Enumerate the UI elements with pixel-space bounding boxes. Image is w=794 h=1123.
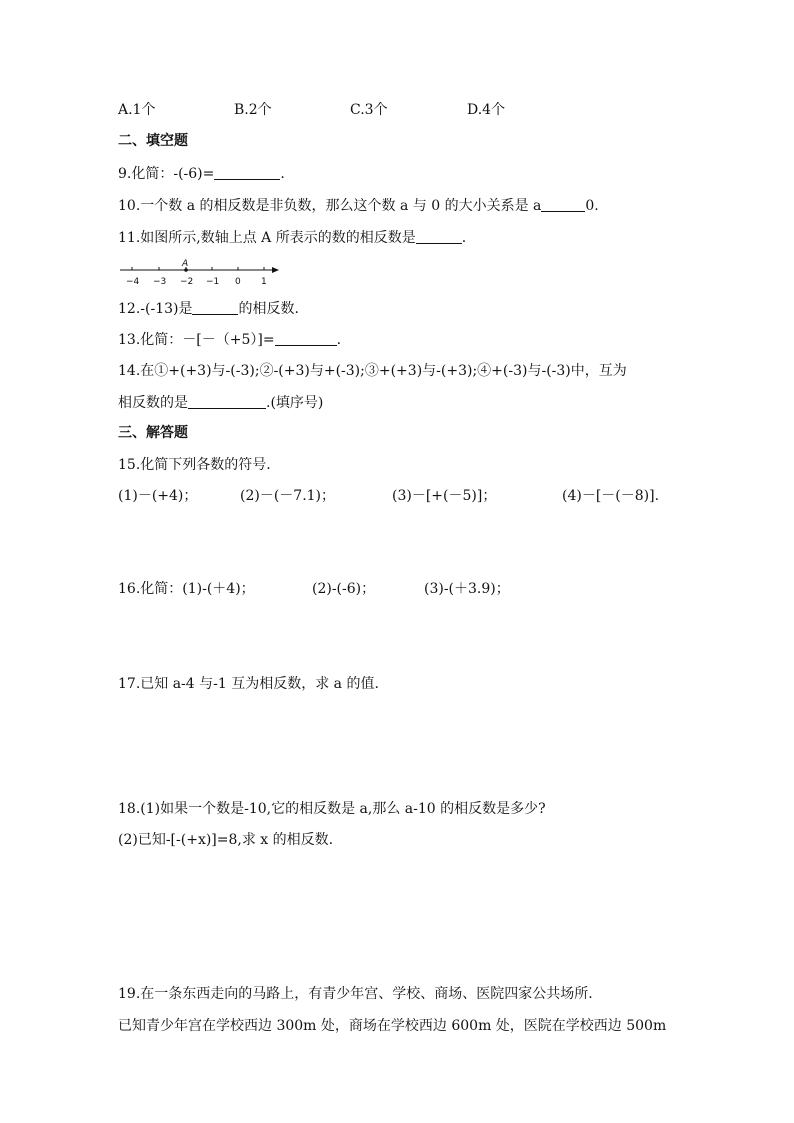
question-15-part-3: (3)－[+(－5)]；	[392, 488, 497, 504]
question-11-text: 11.如图所示,数轴上点 A 所表示的数的相反数是	[118, 230, 416, 246]
answer-blank	[214, 165, 280, 180]
question-14-text: 相反数的是	[118, 395, 188, 411]
section-title-answer: 三、解答题	[118, 425, 188, 441]
tick-label: −4	[126, 277, 140, 287]
question-16-part-2: (2)-(-6)；	[312, 581, 376, 597]
tick-label: −1	[206, 277, 220, 287]
question-15-part-1: (1)－(+4)；	[118, 488, 198, 504]
answer-blank	[275, 331, 337, 346]
question-16-part-3: (3)-(＋3.9)；	[424, 581, 510, 597]
question-17: 17.已知 a-4 与-1 互为相反数，求 a 的值.	[118, 676, 379, 692]
question-10	[118, 196, 599, 216]
question-14-end: .(填序号)	[266, 395, 324, 411]
question-15-part-2: (2)－(－7.1)；	[240, 488, 336, 504]
tick-label: 1	[261, 277, 267, 287]
tick-label: 0	[235, 277, 241, 287]
option-b: B.2个	[234, 102, 272, 118]
question-11-end: .	[461, 230, 467, 246]
option-d: D.4个	[467, 102, 506, 118]
question-15-part-4: (4)－[－(－8)].	[562, 488, 660, 504]
option-c: C.3个	[350, 102, 388, 118]
question-9-end: .	[280, 166, 285, 182]
answer-blank	[188, 394, 266, 409]
question-14-line-1: 14.在①+(+3)与-(-3);②-(+3)与+(-3);③+(+3)与-(+3);④+(-3)与-(-3)中，互为	[118, 363, 627, 379]
question-9-text: 9.化简：-(-6)=	[118, 166, 215, 182]
question-18-line-2: (2)已知-[-(+x)]=8,求 x 的相反数.	[118, 832, 334, 848]
answer-blank	[192, 300, 238, 315]
question-16-part-1: 16.化简：(1)-(＋4)；	[118, 581, 255, 597]
question-11	[118, 228, 466, 248]
question-19-line-2: 已知青少年宫在学校西边 300m 处，商场在学校西边 600m 处，医院在学校西边 500m	[118, 1018, 667, 1034]
question-10-end: 0.	[585, 198, 599, 214]
question-10-text: 10.一个数 a 的相反数是非负数，那么这个数 a 与 0 的大小关系是 a	[118, 198, 542, 214]
question-19-line-1: 19.在一条东西走向的马路上，有青少年宫、学校、商场、医院四家公共场所.	[118, 986, 593, 1002]
question-15-title: 15.化简下列各数的符号.	[118, 457, 271, 473]
question-13-text: 13.化简：－[－（+5）]=	[118, 332, 275, 348]
question-12-end: 的相反数.	[238, 301, 299, 317]
question-18-line-1: 18.(1)如果一个数是-10,它的相反数是 a,那么 a-10 的相反数是多少?	[118, 801, 546, 817]
question-14-line-2	[118, 393, 323, 413]
tick-label: −2	[180, 277, 194, 287]
question-12	[118, 299, 299, 319]
question-9	[118, 164, 285, 184]
tick-label: −3	[153, 277, 167, 287]
answer-blank	[416, 229, 462, 244]
arrow-right-icon	[272, 267, 279, 273]
number-line-figure	[118, 258, 283, 288]
answer-blank	[541, 197, 585, 212]
option-a: A.1个	[118, 102, 156, 118]
question-12-text: 12.-(-13)是	[118, 301, 193, 317]
question-13-end: .	[336, 332, 342, 348]
point-a-label: A	[182, 259, 189, 269]
section-title-fill-blank: 二、填空题	[118, 133, 188, 149]
question-13	[118, 330, 341, 350]
